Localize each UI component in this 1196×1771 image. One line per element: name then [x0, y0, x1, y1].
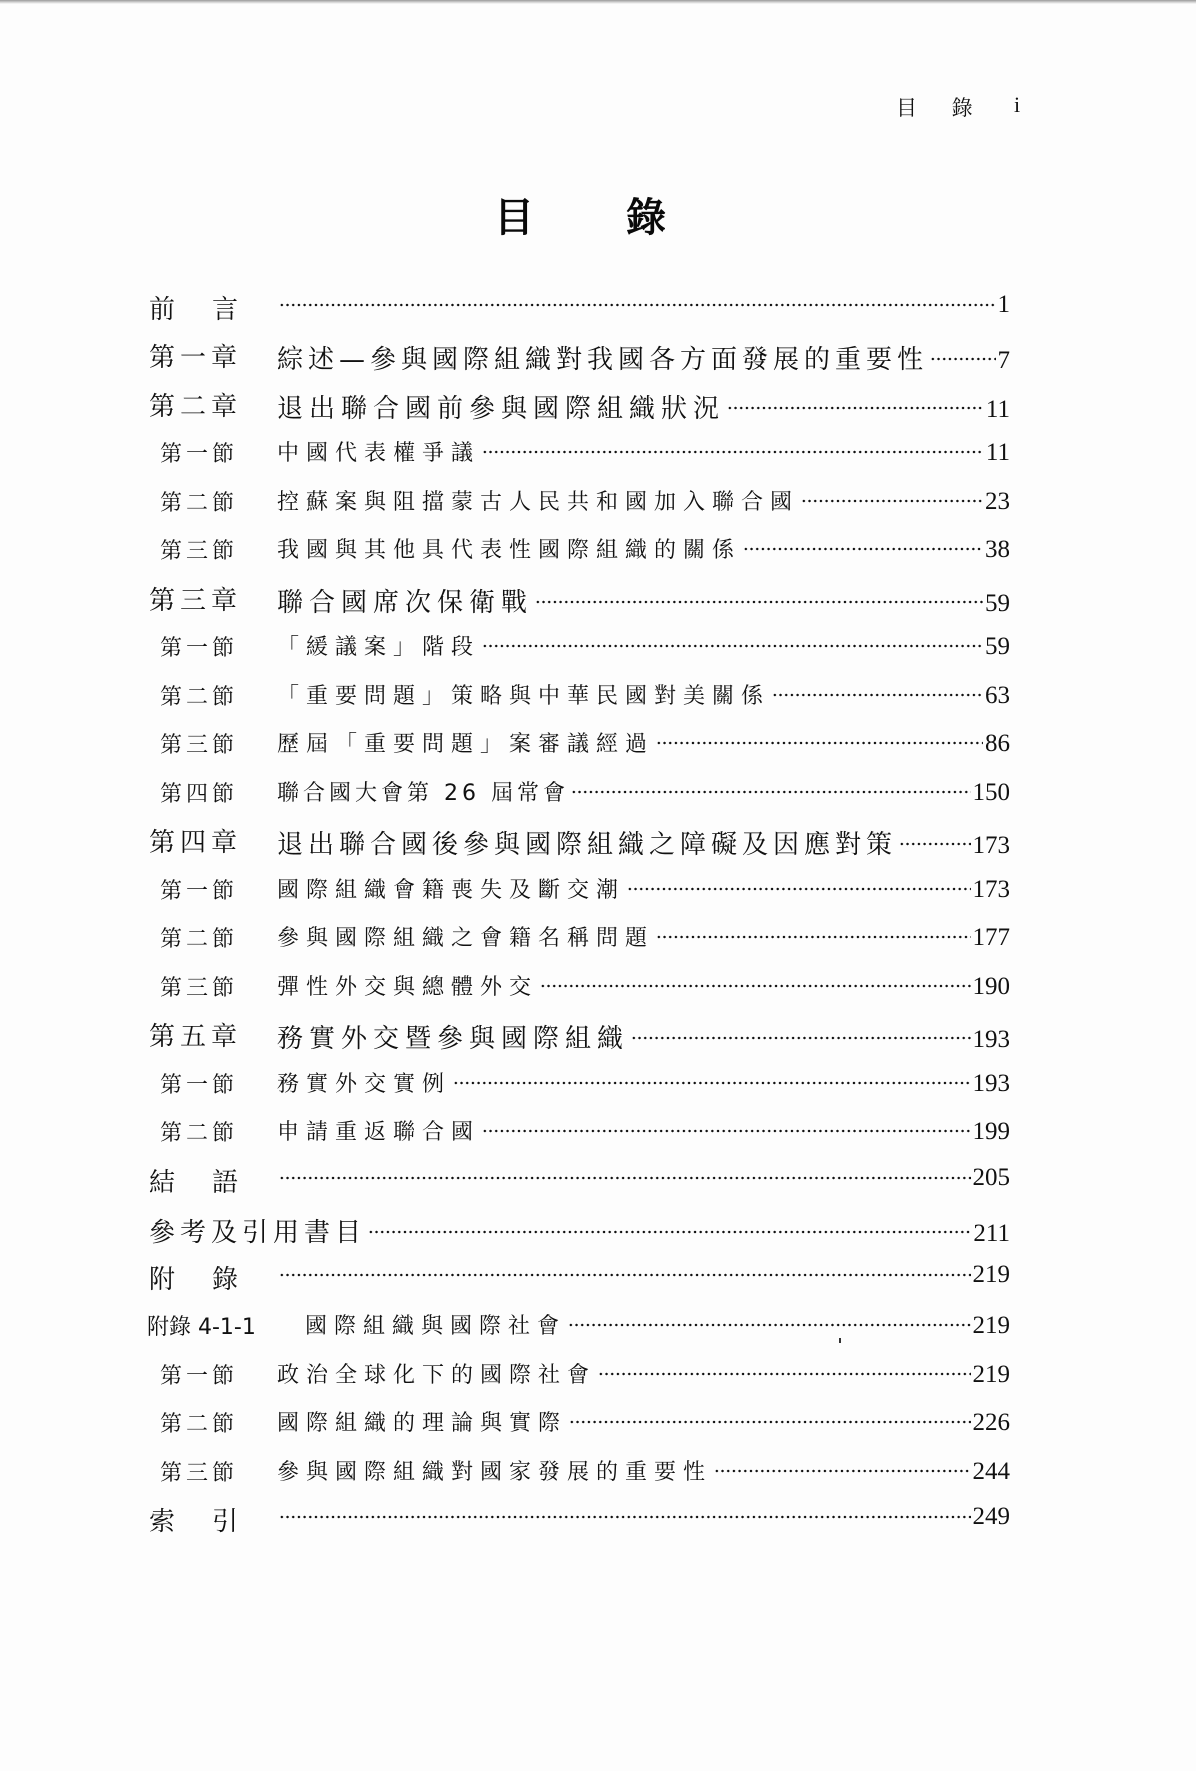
toc-entry-body [277, 1455, 1010, 1486]
toc-entry-label: 第三節 [160, 1461, 239, 1486]
toc-entry-page: 7 [997, 347, 1010, 374]
toc-entry-body [277, 1018, 1010, 1058]
toc-entry-body [277, 388, 1010, 428]
toc-entry-section[interactable] [0, 434, 1196, 474]
toc-entry-page: 211 [973, 1220, 1010, 1247]
toc-entry-chapter-4[interactable] [0, 822, 1196, 862]
toc-entry-section[interactable] [0, 725, 1196, 765]
toc-entry-body [277, 291, 1010, 319]
toc-entry-page: 219 [972, 1261, 1010, 1288]
toc-entry-index[interactable] [0, 1501, 1196, 1541]
toc-entry-page: 59 [985, 590, 1010, 617]
toc-entry-section[interactable] [0, 1453, 1196, 1493]
dot-leader [482, 1129, 970, 1133]
toc-entry-label: 第二節 [160, 927, 239, 952]
toc-entry-title: 綜述—參與國際組織對我國各方面發展的重要性 [277, 345, 929, 375]
toc-entry-page: 63 [985, 682, 1010, 709]
toc-entry-page: 11 [985, 396, 1010, 423]
toc-entry-chapter-1[interactable] [0, 337, 1196, 377]
toc-entry-label: 第二節 [160, 1121, 239, 1146]
toc-entry-label: 前言 [149, 295, 276, 325]
running-head-section: 目 錄 [896, 96, 987, 120]
toc-entry-label: 第一章 [149, 343, 243, 373]
toc-entry-body [277, 1261, 1010, 1289]
toc-entry-body [277, 1115, 1010, 1146]
toc-entry-body [277, 776, 1010, 807]
toc-entry-body [305, 1309, 1010, 1340]
toc-entry-section[interactable] [0, 1113, 1196, 1153]
toc-entry-title: 中國代表權爭議 [277, 441, 481, 466]
toc-entry-section[interactable] [0, 774, 1196, 814]
dot-leader [571, 790, 971, 794]
toc-entry-label: 第一節 [160, 442, 239, 467]
toc-entry-section[interactable] [0, 871, 1196, 911]
dot-leader [930, 357, 995, 361]
toc-entry-label: 第四節 [160, 782, 239, 807]
toc-entry-page: 193 [972, 1026, 1010, 1053]
toc-entry-label: 第二節 [160, 1412, 239, 1437]
toc-entry-page: 219 [972, 1312, 1010, 1339]
toc-entry-title: 聯合國大會第 26 屆常會 [277, 781, 569, 806]
dot-leader [899, 842, 970, 846]
toc-entry-page: 173 [972, 832, 1010, 859]
toc-entry-title: 務實外交暨參與國際組織 [277, 1024, 630, 1054]
toc-entry-page: 205 [972, 1164, 1010, 1191]
toc-entry-label: 第五章 [149, 1022, 243, 1052]
toc-entry-section[interactable] [0, 677, 1196, 717]
toc-entry-title: 我國與其他具代表性國際組織的關係 [277, 538, 742, 563]
scan-top-edge [0, 0, 1196, 4]
toc-entry-page: 23 [985, 488, 1010, 515]
toc-entry-body [277, 582, 1010, 622]
toc-entry-body [277, 824, 1010, 864]
toc-entry-label: 附錄 4-1-1 [147, 1315, 256, 1340]
dot-leader [535, 600, 983, 604]
toc-entry-title: 政治全球化下的國際社會 [277, 1363, 597, 1388]
toc-entry-title: 控蘇案與阻擋蒙古人民共和國加入聯合國 [277, 490, 800, 515]
toc-entry-chapter-2[interactable] [0, 386, 1196, 426]
toc-entry-conclusion[interactable] [0, 1162, 1196, 1202]
toc-entry-page: 173 [972, 876, 1010, 903]
dot-leader [631, 1036, 970, 1040]
toc-entry-body [277, 1406, 1010, 1437]
scan-artifact-mark [839, 1338, 841, 1343]
toc-entry-section[interactable] [0, 1065, 1196, 1105]
toc-entry-title: 參考及引用書目 [149, 1218, 367, 1248]
toc-entry-title: 參與國際組織對國家發展的重要性 [277, 1460, 713, 1485]
toc-entry-body [277, 630, 1010, 661]
toc-entry-section[interactable] [0, 483, 1196, 523]
toc-entry-bibliography[interactable] [0, 1210, 1196, 1250]
toc-entry-title: 退出聯合國前參與國際組織狀況 [277, 394, 726, 424]
dot-leader [482, 644, 983, 648]
toc-entry-title: 務實外交實例 [277, 1072, 452, 1097]
toc-entry-label: 附錄 [149, 1265, 276, 1295]
toc-entry-body [277, 1067, 1010, 1098]
toc-entry-page: 249 [972, 1503, 1010, 1530]
dot-leader [656, 741, 983, 745]
toc-entry-body [277, 485, 1010, 516]
toc-entry-body [277, 1164, 1010, 1192]
toc-entry-label: 第三節 [160, 539, 239, 564]
dot-leader [540, 984, 970, 988]
dot-leader [801, 499, 983, 503]
toc-entry-page: 226 [972, 1409, 1010, 1436]
toc-entry-label: 第一節 [160, 879, 239, 904]
toc-entry-body [277, 921, 1010, 952]
dot-leader [279, 1515, 971, 1519]
toc-entry-page: 86 [985, 730, 1010, 757]
toc-entry-label: 第一節 [160, 1073, 239, 1098]
toc-entry-appendix[interactable] [0, 1259, 1196, 1299]
toc-entry-body [277, 339, 1010, 379]
toc-entry-chapter-3[interactable] [0, 580, 1196, 620]
toc-entry-section[interactable] [0, 628, 1196, 668]
toc-entry-page: 177 [972, 924, 1010, 951]
toc-entry-label: 第一節 [160, 636, 239, 661]
dot-leader [727, 406, 984, 410]
toc-entry-page: 244 [972, 1458, 1010, 1485]
toc-entry-label: 第一節 [160, 1364, 239, 1389]
toc-entry-body [277, 1358, 1010, 1389]
toc-entry-title: 聯合國席次保衛戰 [277, 588, 534, 618]
dot-leader [568, 1323, 970, 1327]
toc-entry-page: 193 [972, 1070, 1010, 1097]
toc-entry-section[interactable] [0, 919, 1196, 959]
toc-entry-body [277, 436, 1010, 467]
dot-leader [569, 1420, 970, 1424]
toc-entry-title: 國際組織會籍喪失及斷交潮 [277, 878, 626, 903]
toc-entry-label: 結語 [149, 1168, 276, 1198]
toc-entry-label: 第四章 [149, 828, 243, 858]
toc-entry-label: 第三節 [160, 733, 239, 758]
toc-entry-body [149, 1212, 1010, 1252]
toc-entry-page: 59 [985, 633, 1010, 660]
toc-entry-title: 參與國際組織之會籍名稱問題 [277, 926, 655, 951]
toc-entry-body [277, 533, 1010, 564]
dot-leader [453, 1081, 970, 1085]
toc-entry-page: 199 [972, 1118, 1010, 1145]
toc-entry-page: 38 [985, 536, 1010, 563]
toc-entry-appendix-4-1-1[interactable] [0, 1307, 1196, 1347]
toc-entry-title: 歷屆「重要問題」案審議經過 [277, 732, 655, 757]
dot-leader [772, 693, 983, 697]
dot-leader [656, 935, 970, 939]
toc-entry-title: 國際組織與國際社會 [305, 1314, 567, 1339]
toc-entry-title: 國際組織的理論與實際 [277, 1411, 568, 1436]
dot-leader [279, 1176, 971, 1180]
toc-entry-section[interactable] [0, 531, 1196, 571]
dot-leader [482, 450, 984, 454]
toc-entry-preface[interactable] [0, 289, 1196, 329]
toc-entry-page: 11 [985, 439, 1010, 466]
toc-entry-page: 150 [972, 779, 1010, 806]
toc-entry-body [277, 970, 1010, 1001]
dot-leader [279, 1273, 971, 1277]
page-folio: i [1014, 92, 1021, 117]
dot-leader [598, 1372, 970, 1376]
page-title: 目錄 [494, 195, 758, 241]
toc-entry-body [277, 679, 1010, 710]
toc-entry-label: 第三節 [160, 976, 239, 1001]
toc-entry-label: 第二節 [160, 685, 239, 710]
dot-leader [714, 1469, 970, 1473]
toc-entry-title: 「重要問題」策略與中華民國對美關係 [277, 684, 771, 709]
toc-entry-label: 第三章 [149, 586, 243, 616]
toc-entry-title: 彈性外交與總體外交 [277, 975, 539, 1000]
toc-entry-chapter-5[interactable] [0, 1016, 1196, 1056]
dot-leader [279, 303, 996, 307]
toc-entry-page: 1 [997, 291, 1010, 318]
dot-leader [627, 887, 970, 891]
toc-entry-label: 第二章 [149, 392, 243, 422]
dot-leader [368, 1230, 971, 1234]
toc-entry-section[interactable] [0, 968, 1196, 1008]
toc-entry-section[interactable] [0, 1356, 1196, 1396]
toc-entry-label: 索引 [149, 1507, 276, 1537]
toc-entry-body [277, 1503, 1010, 1531]
toc-entry-body [277, 727, 1010, 758]
toc-entry-body [277, 873, 1010, 904]
toc-entry-title: 「緩議案」階段 [277, 635, 481, 660]
toc-entry-title: 退出聯合國後參與國際組織之障礙及因應對策 [277, 830, 898, 860]
toc-entry-page: 219 [972, 1361, 1010, 1388]
toc-entry-label: 第二節 [160, 491, 239, 516]
toc-entry-title: 申請重返聯合國 [277, 1120, 481, 1145]
toc-entry-section[interactable] [0, 1404, 1196, 1444]
toc-entry-page: 190 [972, 973, 1010, 1000]
dot-leader [743, 547, 983, 551]
